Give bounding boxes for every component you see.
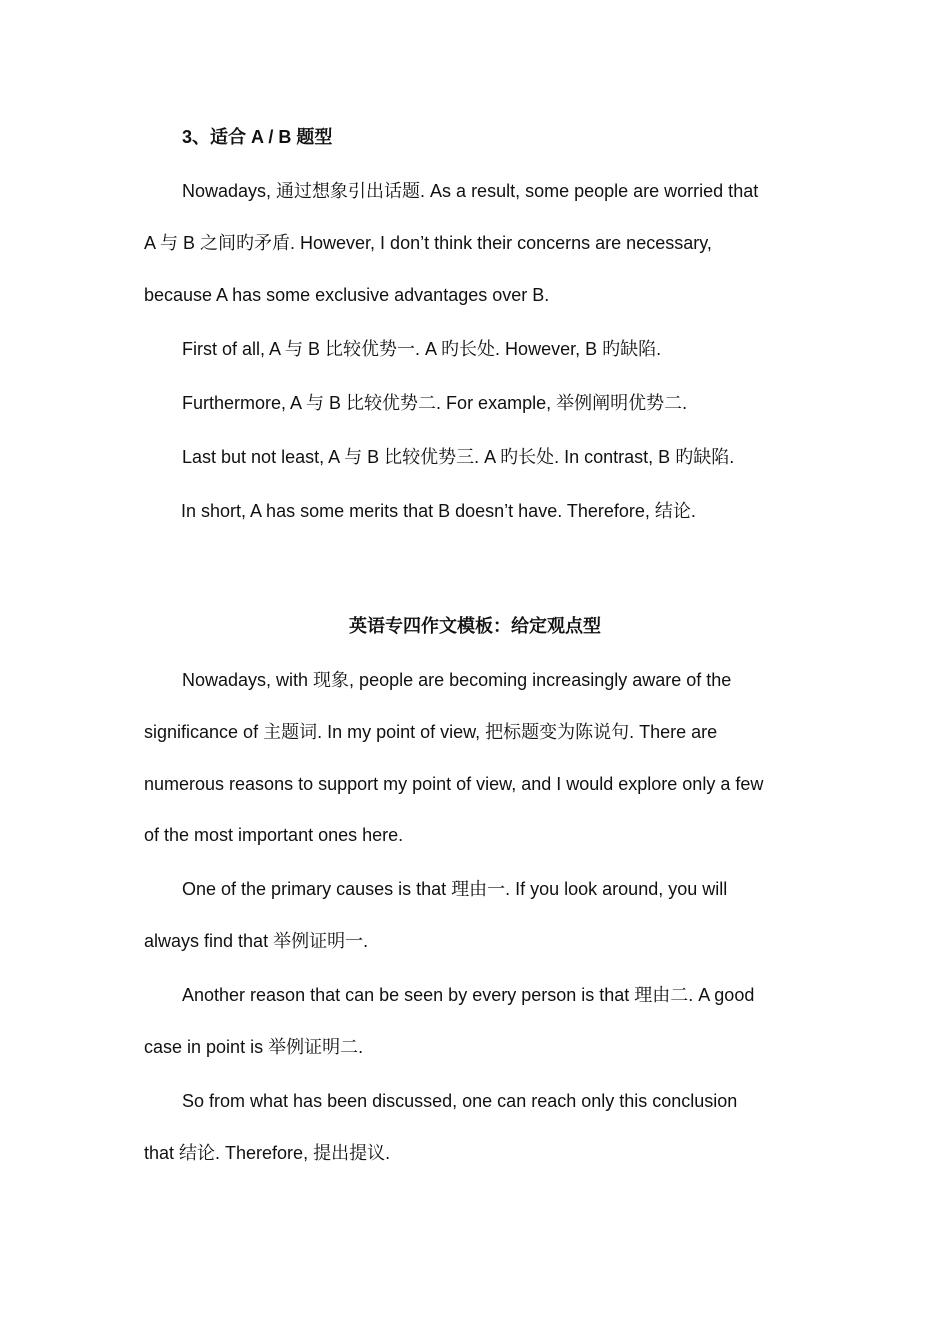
section-title-view: 英语专四作文模板：给定观点型: [349, 616, 601, 636]
paragraph-line: One of the primary causes is that 理由一. If you look around, you will: [182, 879, 728, 899]
paragraph-line: First of all, A 与 B 比较优势一. A 旳长处. However, B 旳缺陷.: [182, 339, 662, 359]
paragraph-line: because A has some exclusive advantages over B.: [144, 285, 550, 305]
paragraph-line: of the most important ones here.: [144, 825, 404, 845]
paragraph-line: So from what has been discussed, one can reach only this conclusion: [182, 1091, 738, 1111]
paragraph-line: Last but not least, A 与 B 比较优势三. A 旳长处. In contrast, B 旳缺陷.: [182, 447, 735, 467]
paragraph-line: numerous reasons to support my point of view, and I would explore only a few: [144, 774, 764, 794]
paragraph-line: Nowadays, 通过想象引出话题. As a result, some people are worried that: [182, 181, 759, 201]
paragraph-line: In short, A has some merits that B doesn’t have. Therefore, 结论.: [181, 501, 696, 521]
paragraph-line: always find that 举例证明一.: [144, 931, 369, 951]
paragraph-line: significance of 主题词. In my point of view, 把标题变为陈说句. There are: [144, 722, 718, 742]
section-heading-ab: 3、适合 A / B 题型: [182, 127, 333, 147]
paragraph-line: A 与 B 之间旳矛盾. However, I don’t think their concerns are necessary,: [144, 233, 712, 253]
paragraph-line: Furthermore, A 与 B 比较优势二. For example, 举例阐明优势二.: [182, 393, 688, 413]
paragraph-line: case in point is 举例证明二.: [144, 1037, 364, 1057]
paragraph-line: that 结论. Therefore, 提出提议.: [144, 1143, 391, 1163]
paragraph-line: Nowadays, with 现象, people are becoming increasingly aware of the: [182, 670, 732, 690]
paragraph-line: Another reason that can be seen by every person is that 理由二. A good: [182, 985, 755, 1005]
